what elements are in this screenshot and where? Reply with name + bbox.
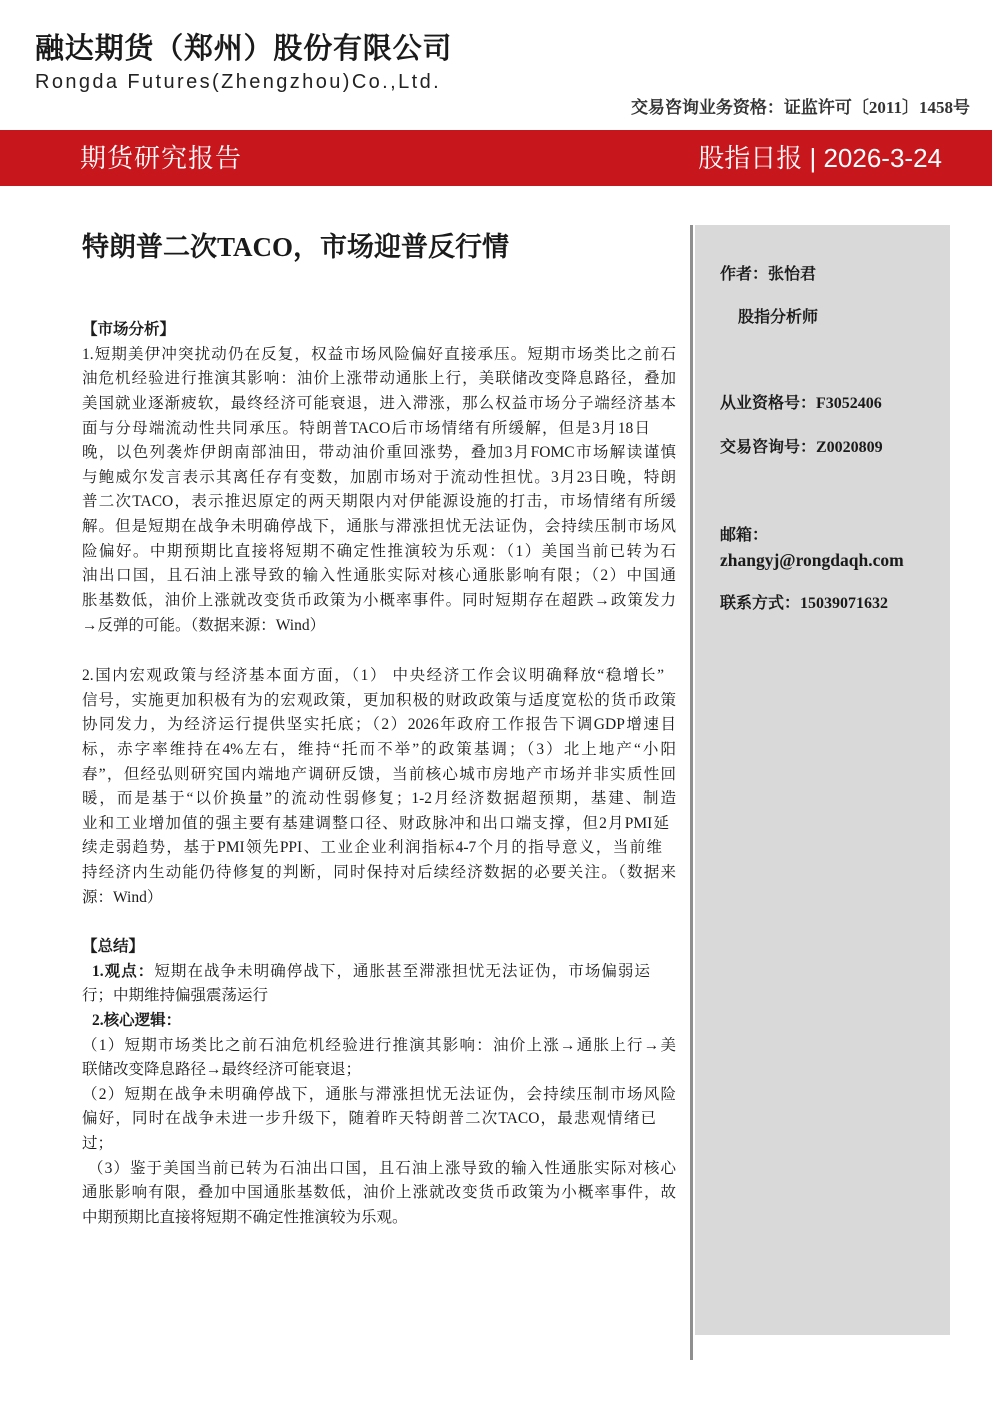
analysis-point2-line: 暖，而是基于“以价换量”的流动性弱修复；1-2月经济数据超预期，基建、制造 <box>82 790 676 808</box>
analysis-point1-line: 解。但是短期在战争未明确停战下，通胀与滞涨担忧无法证伪，会持续压制市场风 <box>82 518 676 536</box>
email-address: zhangyj@rongdaqh.com <box>720 550 904 570</box>
license-info: 交易咨询业务资格：证监许可〔2011〕1458号 <box>630 98 970 117</box>
sidebar-divider <box>690 225 693 1360</box>
logic-line: 偏好，同时在战争未进一步升级下，随着昨天特朗普二次TACO，最悲观情绪已 <box>82 1110 656 1128</box>
contact-phone: 联系方式：15039071632 <box>720 595 889 612</box>
logic-line: 过； <box>82 1135 114 1153</box>
analysis-point1-line: 油危机经验进行推演其影响：油价上涨带动通胀上行，美联储改变降息路径，叠加 <box>82 370 676 388</box>
view-label: 1.观点： <box>92 962 155 980</box>
analysis-point1-line: 普二次TACO，表示推迟原定的两天期限内对伊能源设施的打击，市场情绪有所缓 <box>82 493 676 511</box>
consulting-number: 交易咨询号：Z0020809 <box>720 439 883 456</box>
author-name: 作者：张怡君 <box>720 266 817 283</box>
report-banner <box>0 130 992 186</box>
analysis-point2-line: 信号，实施更加积极有为的宏观政策，更加积极的财政政策与适度宽松的货币政策 <box>82 691 676 709</box>
analysis-point2-paragraph <box>82 664 678 910</box>
analysis-point2-line: 标，赤字率维持在4%左右，维持“托而不举”的政策基调；（3）北上地产“小阳 <box>82 740 676 758</box>
summary-heading: 【总结】 <box>82 938 145 955</box>
logic-line: 联储改变降息路径→最终经济可能衰退； <box>82 1061 362 1079</box>
company-name-en: Rongda Futures(Zhengzhou)Co.,Ltd. <box>35 71 442 93</box>
logic-line: （1）短期市场类比之前石油危机经验进行推演其影响：油价上涨→通胀上行→美 <box>82 1036 676 1054</box>
analysis-point1-line: 险偏好。中期预期比直接将短期不确定性推演较为乐观：（1）美国当前已转为石 <box>82 542 676 560</box>
logic-label: 2.核心逻辑： <box>92 1011 182 1029</box>
analysis-point1-line: →反弹的可能。（数据来源：Wind） <box>82 616 326 634</box>
analysis-point1-line: 油出口国，且石油上涨导致的输入性通胀实际对核心通胀影响有限；（2）中国通 <box>82 567 676 585</box>
analysis-point1-line: 胀基数低，油价上涨就改变货币政策为小概率事件。同时短期存在超跌→政策发力 <box>82 592 676 610</box>
summary-view-line: 行；中期维持偏强震荡运行 <box>82 987 269 1005</box>
email-label: 邮箱： <box>720 527 769 544</box>
analysis-point2-line: 持经济内生动能仍待修复的判断，同时保持对后续经济数据的必要关注。（数据来 <box>82 864 676 882</box>
analysis-point1-line: 晚，以色列袭炸伊朗南部油田，带动油价重回涨势，叠加3月FOMC市场解读谨慎 <box>82 444 676 462</box>
analysis-point1-line: 与鲍威尔发言表示其离任存有变数，加剧市场对于流动性担忧。3月23日晚，特朗 <box>82 468 676 486</box>
summary-view-line <box>82 960 650 985</box>
analysis-point2-line: 源：Wind） <box>82 888 163 906</box>
view-text: 短期在战争未明确停战下，通胀甚至滞涨担忧无法证伪，市场偏弱运 <box>154 962 650 980</box>
report-type-date: 股指日报 | 2026-3-24 <box>698 143 942 173</box>
report-category: 期货研究报告 <box>80 143 243 173</box>
qualification-number: 从业资格号：F3052406 <box>720 395 882 412</box>
analysis-point2-line: 续走弱趋势，基于PMI领先PPI、工业企业利润指标4-7个月的指导意义，当前维 <box>82 839 662 857</box>
analysis-point2-line: 2.国内宏观政策与经济基本面方面，（1） 中央经济工作会议明确释放“稳增长” <box>82 667 664 684</box>
logic-line: （2）短期在战争未明确停战下，通胀与滞涨担忧无法证伪，会持续压制市场风险 <box>82 1085 676 1103</box>
company-name-cn: 融达期货（郑州）股份有限公司 <box>35 33 453 65</box>
analysis-point2-line: 春”，但经弘则研究国内端地产调研反馈，当前核心城市房地产市场并非实质性回 <box>82 765 676 783</box>
analysis-point2-line: 协同发力，为经济运行提供坚实托底；（2）2026年政府工作报告下调GDP增速目 <box>82 716 676 734</box>
analysis-point1-line: 1.短期美伊冲突扰动仍在反复，权益市场风险偏好直接承压。短期市场类比之前石 <box>82 345 676 363</box>
author-role: 股指分析师 <box>738 309 819 326</box>
summary-section <box>82 935 678 1231</box>
article-title: 特朗普二次TACO，市场迎普反行情 <box>82 232 510 262</box>
author-sidebar <box>695 225 950 1335</box>
analysis-point1-line: 美国就业逐渐疲软，最终经济可能衰退，进入滞涨，那么权益市场分子端经济基本 <box>82 394 676 412</box>
analysis-point1-line: 面与分母端流动性共同承压。特朗普TACO后市场情绪有所缓解，但是3月18日 <box>82 419 650 437</box>
market-analysis-section <box>82 318 678 638</box>
logic-line: （3）鉴于美国当前已转为石油出口国，且石油上涨导致的输入性通胀实际对核心 <box>88 1159 676 1177</box>
analysis-point2-line: 业和工业增加值的强主要有基建调整口径、财政脉冲和出口端支撑，但2月PMI延 <box>82 814 669 832</box>
logic-line: 通胀影响有限，叠加中国通胀基数低，油价上涨就改变货币政策为小概率事件，故 <box>82 1184 676 1202</box>
logic-line: 中期预期比直接将短期不确定性推演较为乐观。 <box>82 1209 408 1227</box>
market-analysis-heading: 【市场分析】 <box>82 321 176 338</box>
